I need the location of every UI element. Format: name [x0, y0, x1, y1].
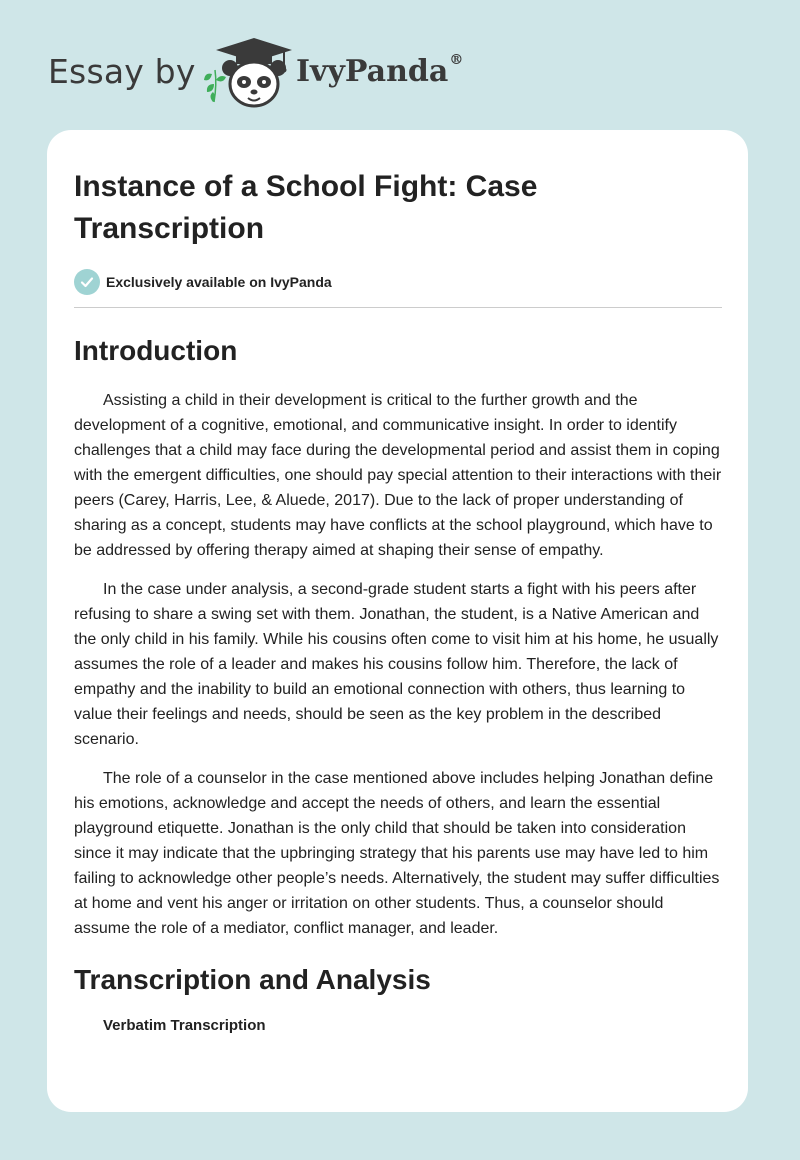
- section-heading-transcription: Transcription and Analysis: [74, 964, 431, 995]
- exclusive-badge: [74, 268, 722, 296]
- paragraph: The role of a counselor in the case mentioned above includes helping Jonathan define his emotions, acknowledge and accept the needs of others, and learn the essential playground etiquette. Jonathan is the only child that should be taken into consideration since it may indicate that the upbringing strategy that his parents use may have led to him failing to acknowledge other people’s needs. Alternatively, the student may suffer difficulties at home and vent his anger or irritation on other students. Thus, a counselor should assume the role of a mediator, conflict manager, and leader.: [74, 770, 720, 937]
- section-heading-introduction: Introduction: [74, 335, 238, 366]
- subheading-verbatim: Verbatim Transcription: [103, 1017, 266, 1034]
- registered-mark: ®: [449, 52, 464, 68]
- article-card: [47, 130, 748, 1112]
- paragraph: In the case under analysis, a second-grade student starts a fight with his peers after refusing to share a swing set with them. Jonathan, the student, is a Native American and the only child in his family. While his cousins often come to visit him at his home, he usually assumes the role of a leader and makes his cousins follow him. Therefore, the lack of empathy and the inability to build an emotional connection with others, thus learning to value their feelings and needs, should be seen as the key problem in the described scenario.: [74, 581, 719, 748]
- article-content: [74, 130, 722, 1034]
- exclusive-label: Exclusively available on IvyPanda: [106, 274, 332, 290]
- essay-by-label: Essay by: [48, 52, 196, 91]
- check-icon: [74, 269, 100, 295]
- page-title: Instance of a School Fight: Case Transcription: [74, 170, 538, 245]
- divider: [74, 307, 722, 308]
- paragraph: Assisting a child in their development is critical to the further growth and the development of a cognitive, emotional, and communicative insight. In order to identify challenges that a child may face during the developmental period and assist them in coping with the emergent difficulties, one should pay special attention to their interactions with their peers (Carey, Harris, Lee, & Aluede, 2017). Due to the lack of proper understanding of sharing as a concept, students may have conflicts at the school playground, which have to be addressed by offering therapy aimed at shaping their sense of empathy.: [74, 392, 722, 559]
- site-header: [48, 34, 508, 110]
- brand-name[interactable]: IvyPanda®: [296, 52, 464, 89]
- panda-logo-icon[interactable]: [200, 34, 296, 110]
